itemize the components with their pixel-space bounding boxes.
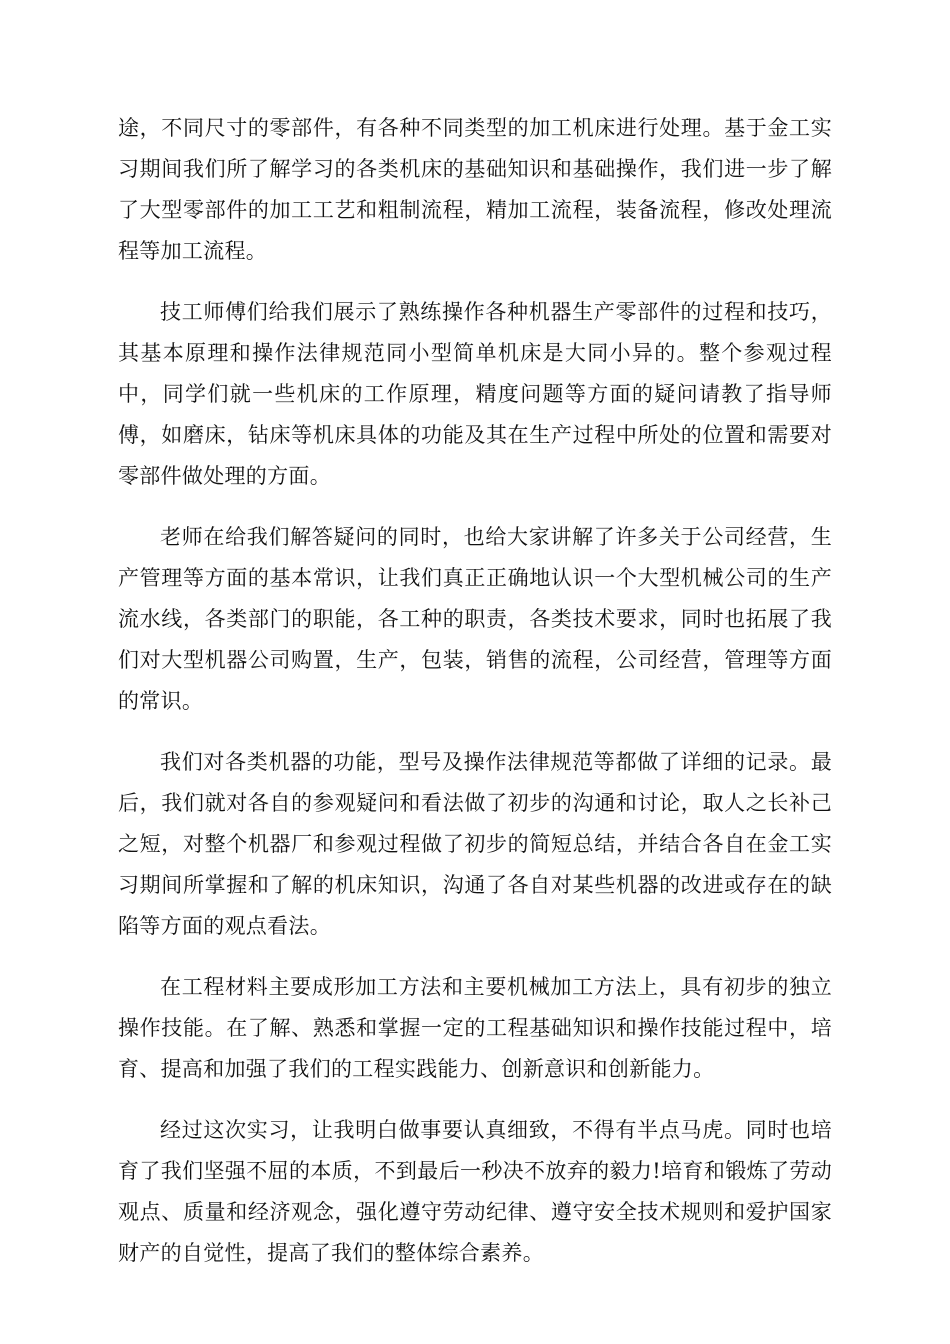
document-body [118,108,832,1294]
paragraph-2: 技工师傅们给我们展示了熟练操作各种机器生产零部件的过程和技巧，其基本原理和操作法律规范同小型简单机床是大同小异的。整个参观过程中，同学们就一些机床的工作原理，精度问题等方面的疑问请教了指导师傅，如磨床，钻床等机床具体的功能及其在生产过程中所处的位置和需要对零部件做处理的方面。 [118,300,832,488]
paragraph-5: 在工程材料主要成形加工方法和主要机械加工方法上，具有初步的独立操作技能。在了解、熟悉和掌握一定的工程基础知识和操作技能过程中，培育、提高和加强了我们的工程实践能力、创新意识和创新能力。 [118,975,832,1081]
paragraph-1: 途，不同尺寸的零部件，有各种不同类型的加工机床进行处理。基于金工实习期间我们所了解学习的各类机床的基础知识和基础操作，我们进一步了解了大型零部件的加工工艺和粗制流程，精加工流程，装备流程，修改处理流程等加工流程。 [118,116,832,263]
paragraph-4: 我们对各类机器的功能，型号及操作法律规范等都做了详细的记录。最后，我们就对各自的参观疑问和看法做了初步的沟通和讨论，取人之长补己之短，对整个机器厂和参观过程做了初步的简短总结，并结合各自在金工实习期间所掌握和了解的机床知识，沟通了各自对某些机器的改进或存在的缺陷等方面的观点看法。 [118,750,832,938]
paragraph-3: 老师在给我们解答疑问的同时，也给大家讲解了许多关于公司经营，生产管理等方面的基本常识，让我们真正正确地认识一个大型机械公司的生产流水线，各类部门的职能，各工种的职责，各类技术要求，同时也拓展了我们对大型机器公司购置，生产，包装，销售的流程，公司经营，管理等方面的常识。 [118,525,832,713]
paragraph-6: 经过这次实习，让我明白做事要认真细致，不得有半点马虎。同时也培育了我们坚强不屈的本质，不到最后一秒决不放弃的毅力!培育和锻炼了劳动观点、质量和经济观念，强化遵守劳动纪律、遵守安全技术规则和爱护国家财产的自觉性，提高了我们的整体综合素养。 [118,1118,832,1265]
